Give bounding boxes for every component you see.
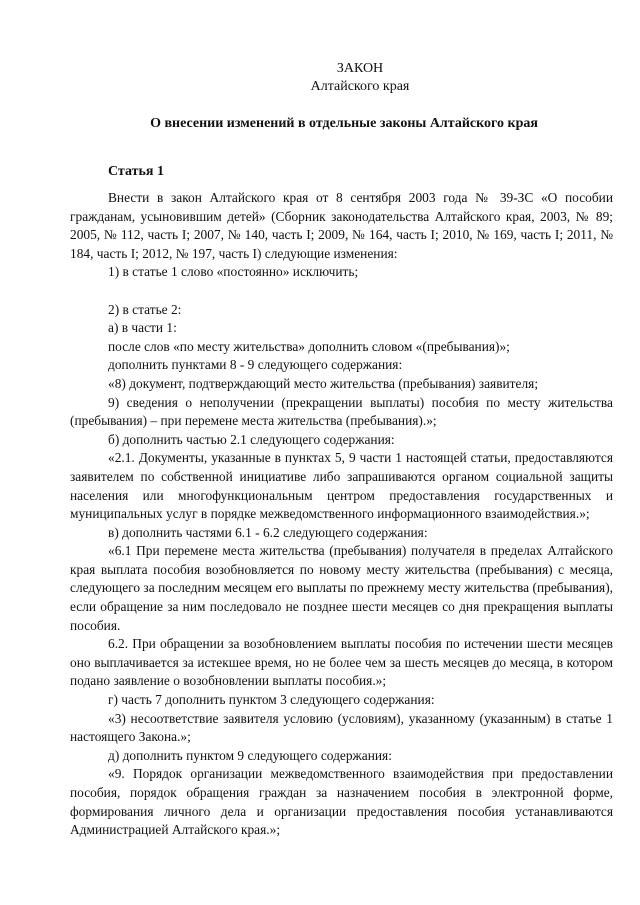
- paragraph: «8) документ, подтверждающий место жительства (пребывания) заявителя;: [108, 375, 539, 391]
- paragraph: а) в части 1:: [108, 320, 177, 336]
- paragraph: «3) несоответствие заявителя условию (условиям), указанному (указанным) в статье 1 настоящего Закона.»;: [70, 710, 613, 745]
- paragraph: «2.1. Документы, указанные в пунктах 5, 9 части 1 настоящей статьи, предоставляются заявителем по собственной инициативе либо запрашиваются органом социальной защиты населения или многофункциональным центром предоставления государственных и муниципальных услуг в порядке межведомственного информационного взаимодействия.»;: [70, 450, 613, 522]
- article-body: [70, 189, 613, 840]
- paragraph: «9. Порядок организации межведомственного взаимодействия при предоставлении пособия, порядок обращения граждан за назначением пособия в электронной форме, формирования личного дела и организации предоставления пособия устанавливаются Администрацией Алтайского края.»;: [70, 766, 613, 838]
- paragraph: 1) в статье 1 слово «постоянно» исключить;: [108, 264, 359, 280]
- paragraph: д) дополнить пунктом 9 следующего содержания:: [108, 747, 392, 763]
- paragraph: в) дополнить частями 6.1 - 6.2 следующего содержания:: [108, 524, 428, 540]
- paragraph: дополнить пунктами 8 - 9 следующего содержания:: [108, 357, 403, 373]
- paragraph: «6.1 При перемене места жительства (пребывания) получателя в пределах Алтайского края выплата пособия возобновляется по новому месту жительства (пребывания) с месяца, следующего за последним месяцем его выплаты по прежнему месту жительства (пребывания), если обращение за ним последовало не позднее шести месяцев со дня прекращения выплаты пособия.: [70, 543, 613, 633]
- paragraph: 2) в статье 2:: [108, 301, 182, 317]
- law-subject: О внесении изменений в отдельные законы Алтайского края: [150, 116, 538, 131]
- paragraph: Внести в закон Алтайского края от 8 сентября 2003 года № 39-ЗС «О пособии гражданам, усыновившим детей» (Сборник законодательства Алтайского края, 2003, № 89; 2005, № 112, часть I; 2007, № 140, часть I; 2009, № 164, часть I; 2010, № 169, часть I; 2011, № 184, часть I; 2012, № 197, часть I) следующие изменения:: [70, 190, 613, 261]
- paragraph: 6.2. При обращении за возобновлением выплаты пособия по истечении шести месяцев оно выплачивается за истекшее время, но не более чем за шесть месяцев до месяца, в котором подано заявление о возобновлении выплаты пособия.»;: [70, 636, 613, 689]
- paragraph: 9) сведения о неполучении (прекращении выплаты) пособия по месту жительства (пребывания) – при перемене места жительства (пребывания).»;: [70, 394, 613, 429]
- article-title: Статья 1: [108, 164, 164, 179]
- paragraph: после слов «по месту жительства» дополнить словом «(пребывания)»;: [108, 338, 510, 354]
- law-title: ЗАКОН: [336, 61, 384, 76]
- paragraph: г) часть 7 дополнить пунктом 3 следующего содержания:: [108, 692, 435, 708]
- law-region: Алтайского края: [310, 79, 410, 94]
- paragraph: б) дополнить частью 2.1 следующего содержания:: [108, 431, 395, 447]
